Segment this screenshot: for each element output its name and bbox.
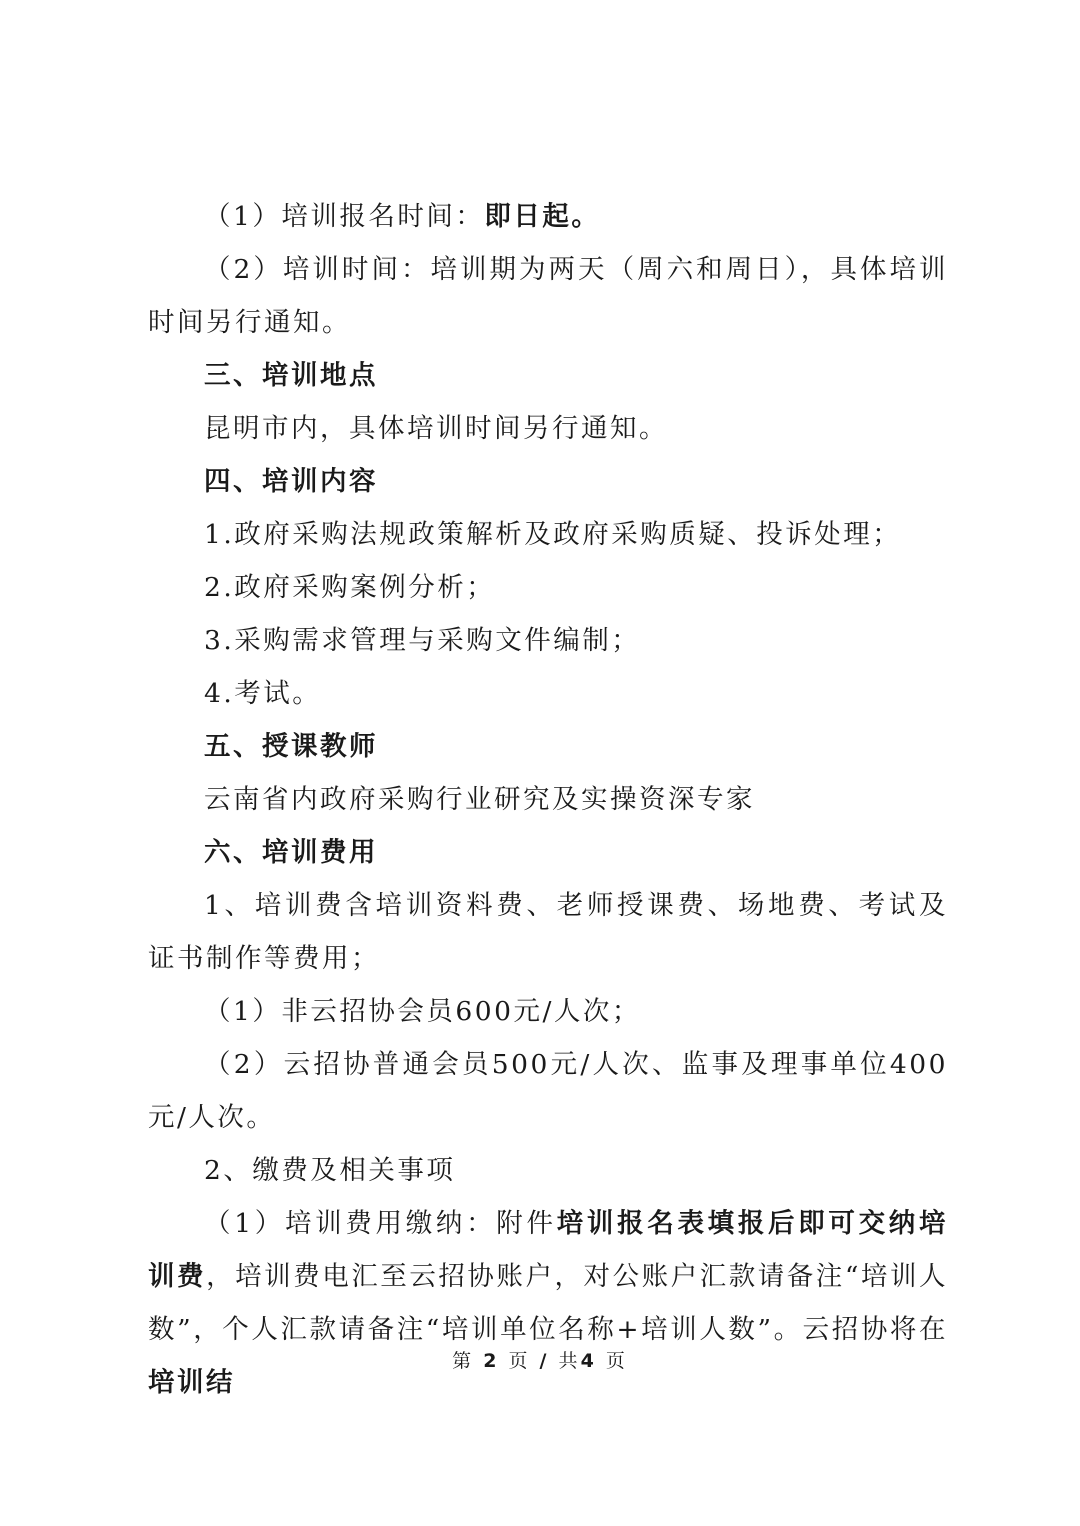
training-time-paragraph: （2）培训时间：培训期为两天（周六和周日），具体培训时间另行通知。 [148,254,948,338]
fee-payment-bold-1: 培训报名表填报后即可交纳培训费 [148,1208,948,1292]
footer-slash: / [539,1350,550,1372]
fee-item-1: 1、培训费含培训资料费、老师授课费、场地费、考试及证书制作等费用； [148,890,948,974]
content-item-4: 4.考试。 [204,678,322,709]
content-item-2: 2.政府采购案例分析； [204,572,496,603]
fee-item-2a [148,1197,948,1409]
fee-payment-text-2: ，培训费电汇至云招协账户，对公账户汇款请备注“培训人数”，个人汇款请备注“培训单位名称+培训人数”。云招协将在 [148,1261,948,1345]
section-heading-content: 四、培训内容 [204,466,378,497]
page-number: 2 [483,1350,500,1372]
total-pages: 4 [580,1350,597,1372]
footer-ye: 页 [508,1350,531,1372]
fee-item-2: 2、缴费及相关事项 [204,1155,456,1186]
section-heading-teachers: 五、授课教师 [204,731,378,762]
section-heading-fees: 六、培训费用 [204,837,378,868]
registration-time-value: 即日起。 [484,201,601,232]
footer-gong: 共 [558,1350,581,1372]
registration-time-paragraph [148,190,948,243]
page-footer [0,1346,1080,1373]
location-paragraph: 昆明市内，具体培训时间另行通知。 [204,413,668,444]
fee-item-1b: （2）云招协普通会员500元/人次、监事及理事单位400元/人次。 [148,1049,948,1133]
content-item-3: 3.采购需求管理与采购文件编制； [204,625,641,656]
content-item-1: 1.政府采购法规政策解析及政府采购质疑、投诉处理； [204,519,902,550]
document-body [148,190,948,1409]
fee-payment-text-1: （1）培训费用缴纳：附件 [204,1208,557,1239]
registration-time-label: （1）培训报名时间： [204,201,485,232]
footer-di: 第 [452,1350,475,1372]
footer-ye-2: 页 [605,1350,628,1372]
fee-payment-bold-2: 培训结 [148,1367,235,1398]
section-heading-location: 三、培训地点 [204,360,378,391]
teachers-paragraph: 云南省内政府采购行业研究及实操资深专家 [204,784,755,815]
fee-item-1a: （1）非云招协会员600元/人次； [204,996,641,1027]
